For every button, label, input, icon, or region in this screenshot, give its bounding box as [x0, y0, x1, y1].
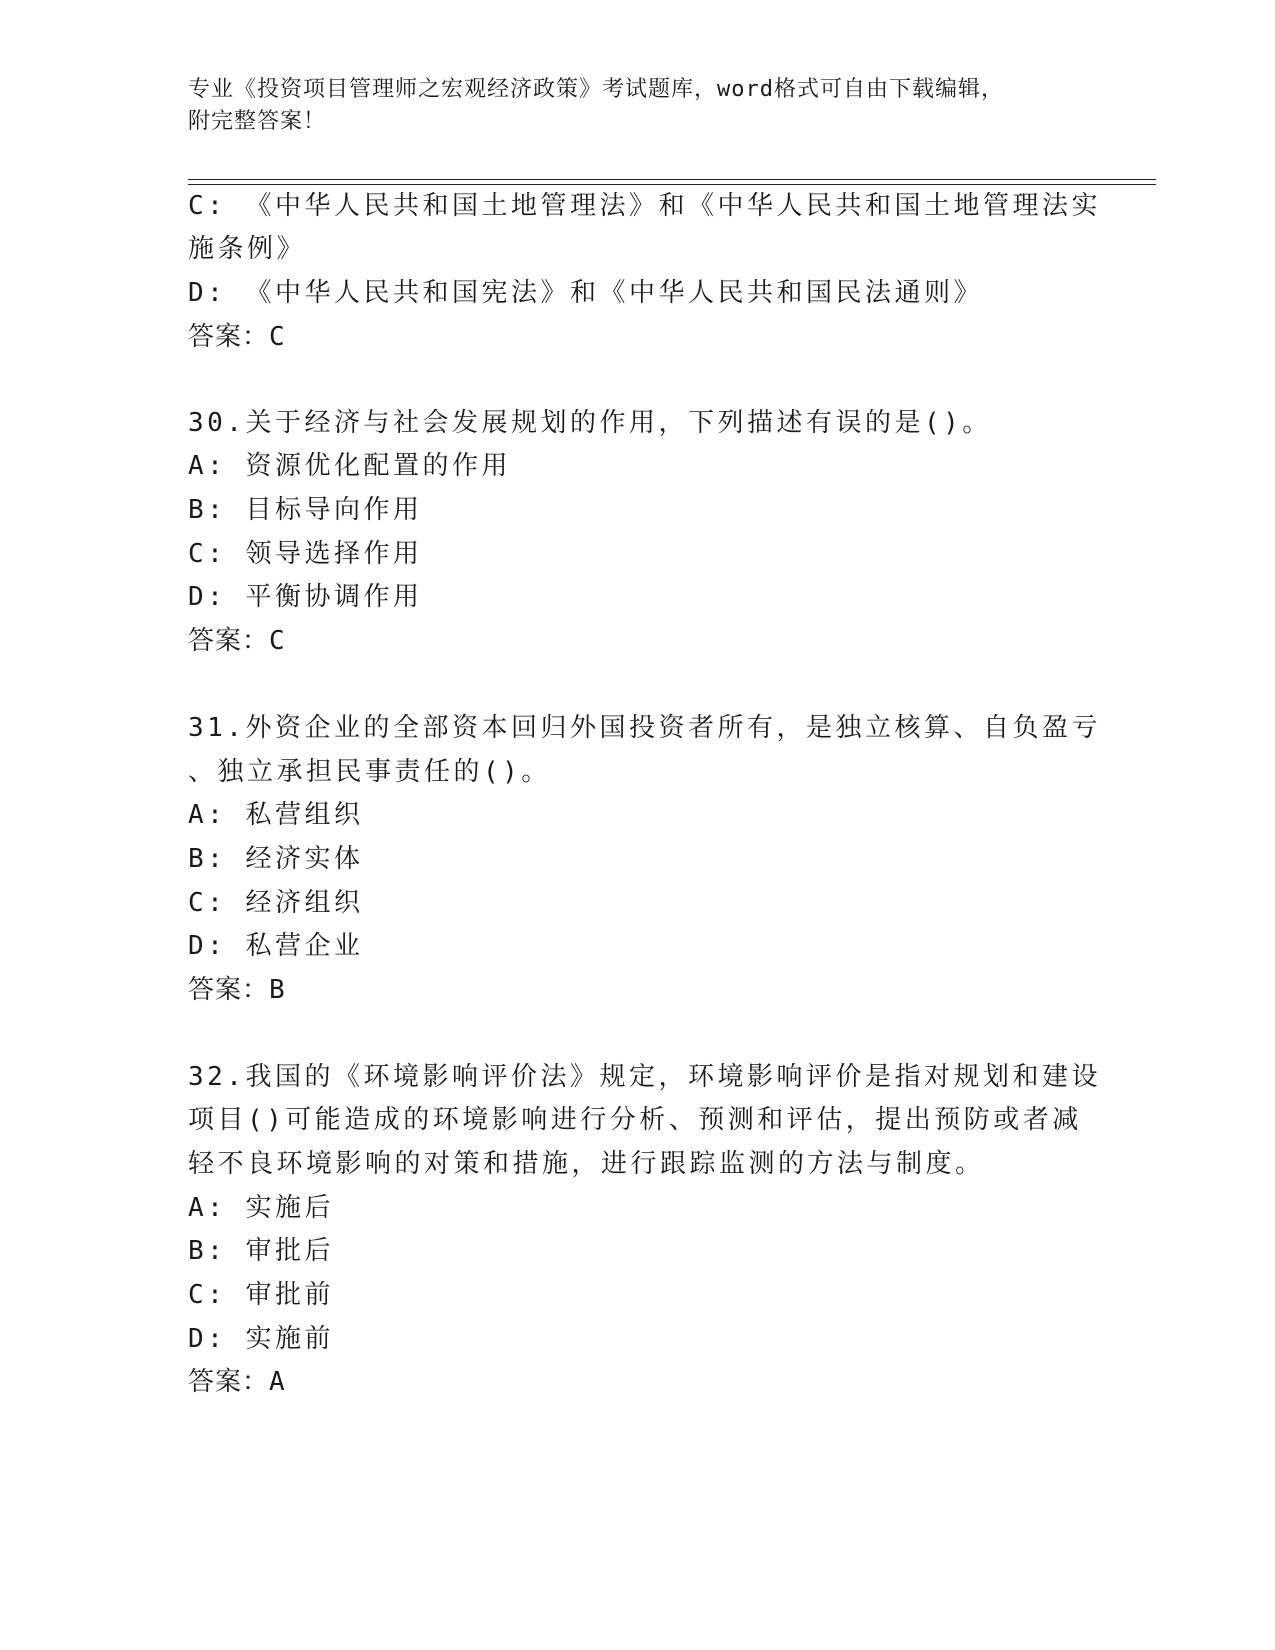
q32-option-c: C: 审批前 [188, 1280, 334, 1310]
q32-option-a: A: 实施后 [188, 1193, 334, 1223]
q30-option-d: D: 平衡协调作用 [188, 582, 423, 612]
q30-option-b: B: 目标导向作用 [188, 495, 423, 525]
q32-stem-line-3: 轻不良环境影响的对策和措施，进行跟踪监测的方法与制度。 [188, 1149, 985, 1179]
q29-option-c-line-2: 施条例》 [188, 234, 307, 264]
q31-stem-line-1: 31.外资企业的全部资本回归外国投资者所有，是独立核算、自负盈亏 [188, 713, 1101, 743]
q30-answer: 答案：C [188, 626, 286, 656]
q30-option-c: C: 领导选择作用 [188, 539, 423, 569]
q31-option-c: C: 经济组织 [188, 888, 364, 918]
q32-answer: 答案：A [188, 1367, 286, 1397]
q32-option-d: D: 实施前 [188, 1324, 334, 1354]
q32-option-b: B: 审批后 [188, 1236, 334, 1266]
q29-answer: 答案：C [188, 322, 286, 352]
header-divider-top [188, 179, 1156, 180]
q32-stem-line-1: 32.我国的《环境影响评价法》规定，环境影响评价是指对规划和建设 [188, 1062, 1101, 1092]
q31-option-d: D: 私营企业 [188, 931, 364, 961]
q29-option-d: D: 《中华人民共和国宪法》和《中华人民共和国民法通则》 [188, 278, 983, 308]
q30-stem: 30.关于经济与社会发展规划的作用，下列描述有误的是()。 [188, 408, 992, 438]
q29-option-c-line-1: C: 《中华人民共和国土地管理法》和《中华人民共和国土地管理法实 [188, 191, 1101, 221]
q30-option-a: A: 资源优化配置的作用 [188, 451, 511, 481]
q31-option-a: A: 私营组织 [188, 800, 364, 830]
q31-stem-line-2: 、独立承担民事责任的()。 [188, 757, 551, 787]
header-line-1: 专业《投资项目管理师之宏观经济政策》考试题库，word格式可自由下载编辑， [188, 77, 1004, 102]
document-header [188, 74, 1068, 138]
q31-answer: 答案：B [188, 975, 286, 1005]
q32-stem-line-2: 项目()可能造成的环境影响进行分析、预测和评估，提出预防或者减 [188, 1105, 1082, 1135]
header-line-2: 附完整答案！ [188, 109, 327, 134]
header-divider-bottom [188, 184, 1156, 185]
q31-option-b: B: 经济实体 [188, 844, 364, 874]
